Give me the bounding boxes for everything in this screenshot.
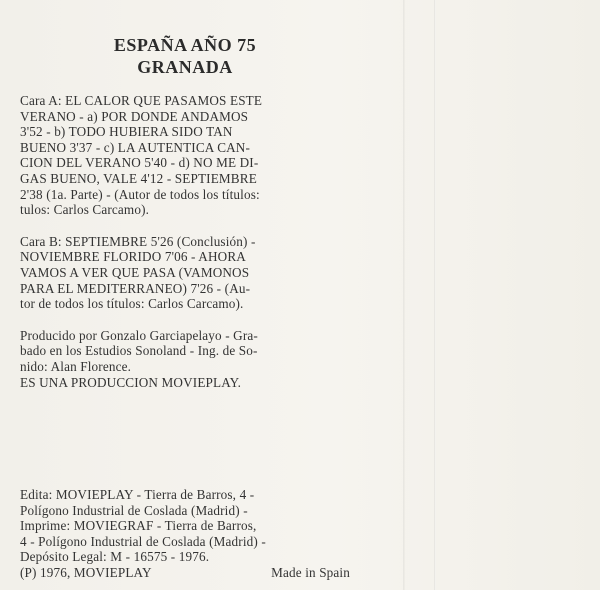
footer-line: Imprime: MOVIEGRAF - Tierra de Barros, bbox=[20, 518, 257, 534]
side-a-line: tulos: Carlos Carcamo). bbox=[20, 202, 150, 218]
side-a-line: 2'38 (1a. Parte) - (Autor de todos los títulos: bbox=[20, 186, 260, 202]
credits-line: nido: Alan Florence. bbox=[20, 358, 132, 374]
side-b-line: NOVIEMBRE FLORIDO 7'06 - AHORA bbox=[20, 249, 246, 265]
credits-line: bado en los Estudios Sonoland - Ing. de So- bbox=[20, 343, 258, 359]
footer-line: Depósito Legal: M - 16575 - 1976. bbox=[20, 549, 210, 565]
side-a-tracklist bbox=[20, 93, 350, 218]
copyright-notice: (P) 1976, MOVIEPLAY bbox=[20, 564, 152, 580]
side-a-line: BUENO 3'37 - c) LA AUTENTICA CAN- bbox=[20, 139, 251, 155]
side-a-line: VERANO - a) POR DONDE ANDAMOS bbox=[20, 108, 249, 124]
credits-line: Producido por Gonzalo Garciapelayo - Gra- bbox=[20, 327, 258, 343]
side-a-line: CION DEL VERANO 5'40 - d) NO ME DI- bbox=[20, 155, 259, 171]
publisher-footer bbox=[20, 487, 350, 581]
fold-crease-left bbox=[403, 0, 405, 590]
production-credits bbox=[20, 328, 350, 390]
main-text-block bbox=[20, 34, 350, 390]
side-b-line: Cara B: SEPTIEMBRE 5'26 (Conclusión) - bbox=[20, 233, 256, 249]
fold-crease-right bbox=[434, 0, 436, 590]
footer-line: 4 - Polígono Industrial de Coslada (Madrid) - bbox=[20, 533, 266, 549]
copyright-row bbox=[20, 565, 350, 581]
artist-name: GRANADA bbox=[137, 57, 233, 77]
side-a-line: GAS BUENO, VALE 4'12 - SEPTIEMBRE bbox=[20, 170, 257, 186]
made-in-label: Made in Spain bbox=[271, 564, 350, 580]
side-b-line: PARA EL MEDITERRANEO) 7'26 - (Au- bbox=[20, 280, 251, 296]
side-a-line: Cara A: EL CALOR QUE PASAMOS ESTE bbox=[20, 93, 263, 108]
side-b-tracklist bbox=[20, 234, 350, 312]
side-b-line: VAMOS A VER QUE PASA (VAMONOS bbox=[20, 264, 250, 280]
footer-line: Polígono Industrial de Coslada (Madrid) - bbox=[20, 502, 248, 518]
album-title: ESPAÑA AÑO 75 bbox=[113, 35, 257, 55]
footer-line: Edita: MOVIEPLAY - Tierra de Barros, 4 - bbox=[20, 487, 255, 502]
credits-line: ES UNA PRODUCCION MOVIEPLAY. bbox=[20, 374, 242, 390]
side-b-line: tor de todos los títulos: Carlos Carcamo). bbox=[20, 296, 244, 312]
side-a-line: 3'52 - b) TODO HUBIERA SIDO TAN bbox=[20, 124, 233, 140]
